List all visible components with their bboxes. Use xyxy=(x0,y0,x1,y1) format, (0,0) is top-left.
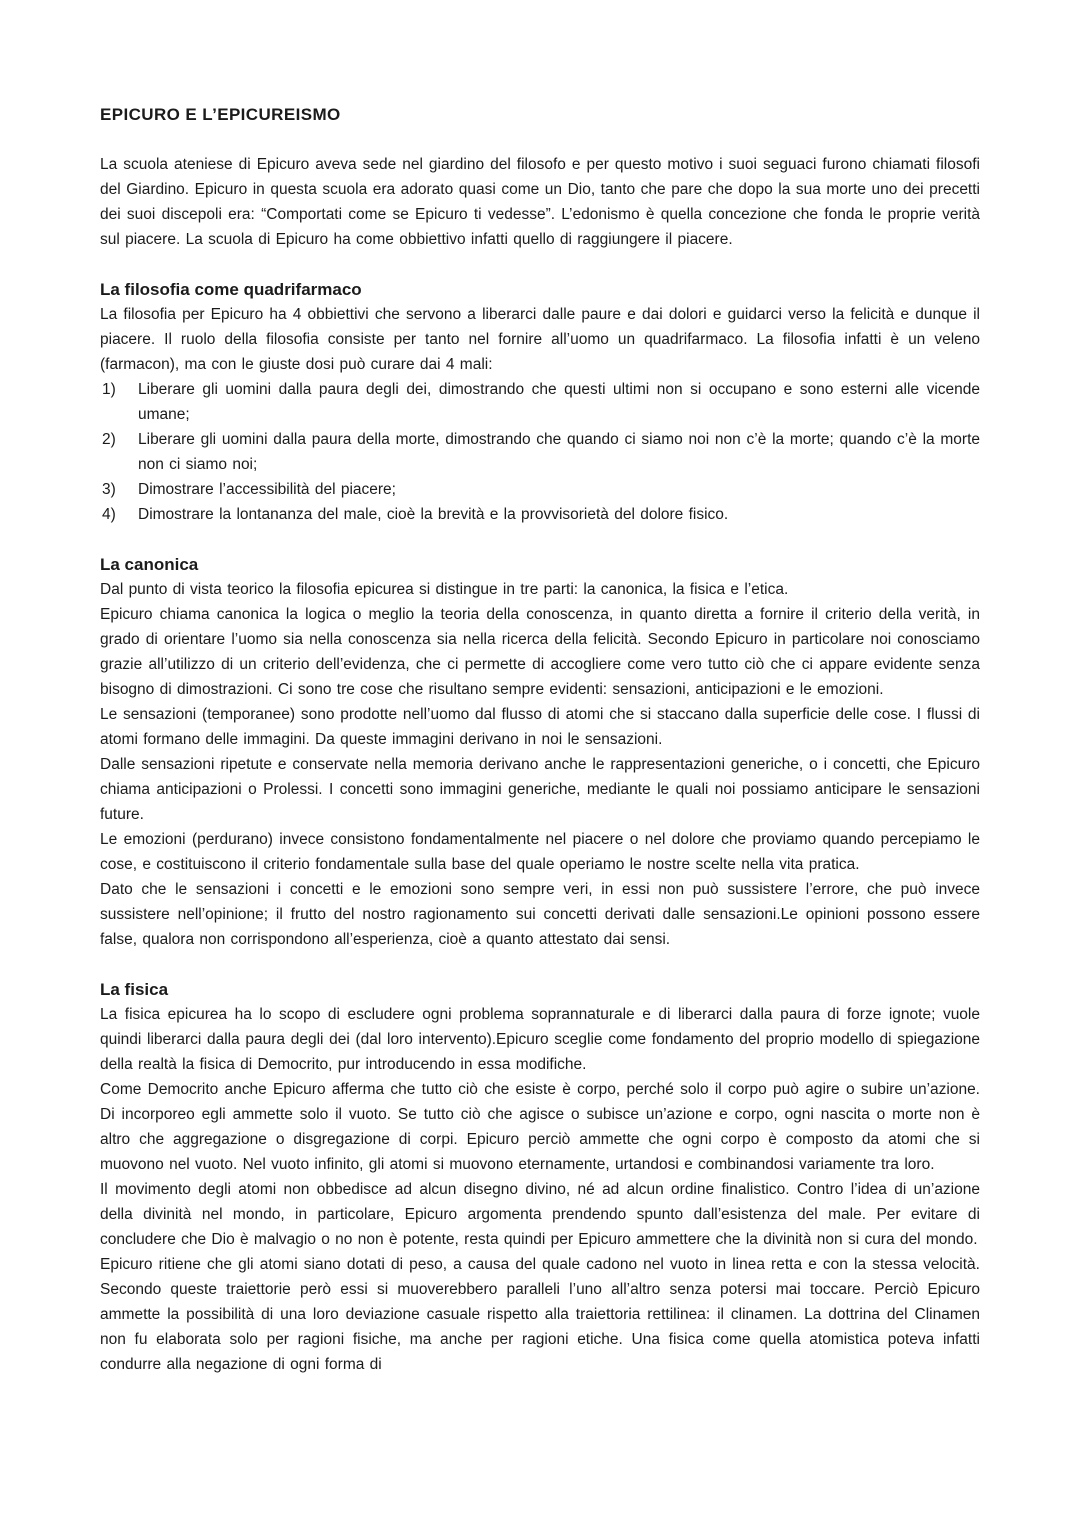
paragraph: Dal punto di vista teorico la filosofia epicurea si distingue in tre parti: la canonica, la fisica e l’etica. xyxy=(100,581,789,598)
quadrifarmaco-list xyxy=(100,377,980,527)
paragraph: Come Democrito anche Epicuro afferma che tutto ciò che esiste è corpo, perché solo il corpo può agire o subire un’azione. Di incorporeo egli ammette solo il vuoto. Se tutto ciò che agisce o subisce un’azione e corpo, ogni nascita o morte non è altro che aggregazione o disgregazione di corpi. Epicuro perciò ammette che ogni corpo è composto da atomi che si muovono nel vuoto. Nel vuoto infinito, gli atomi si muovono eternamente, urtandosi e combinandosi variamente tra loro. xyxy=(100,1081,980,1173)
paragraph: La fisica epicurea ha lo scopo di escludere ogni problema soprannaturale e di liberarci dalla paura di forze ignote; vuole quindi liberarci dalla paura degli dei (dal loro intervento).Epicuro sceglie come fondamento del proprio modello di spiegazione della realtà la fisica di Democrito, pur introducendo in essa modifiche. xyxy=(100,1006,980,1073)
list-item: Dimostrare l’accessibilità del piacere; xyxy=(138,481,396,498)
paragraph: La filosofia per Epicuro ha 4 obbiettivi che servono a liberarci dalle paure e dai dolori e guidarci verso la felicità e dunque il piacere. Il ruolo della filosofia consiste per tanto nel fornire all’uomo un quadrifarmaco. La filosofia infatti è un veleno (farmacon), ma con le giuste dosi può curare dai 4 mali: xyxy=(100,306,980,373)
section-quadrifarmaco xyxy=(100,277,980,527)
section-canonica xyxy=(100,552,980,952)
paragraph: Le emozioni (perdurano) invece consistono fondamentalmente nel piacere o nel dolore che proviamo quando percepiamo le cose, e costituiscono il criterio fondamentale sulla base del quale operiamo le nostre scelte nella vita pratica. xyxy=(100,831,980,873)
section-heading-quadrifarmaco: La filosofia come quadrifarmaco xyxy=(100,280,362,299)
document-title: EPICURO E L’EPICUREISMO xyxy=(100,105,341,124)
paragraph: Dato che le sensazioni i concetti e le emozioni sono sempre veri, in essi non può sussistere l’errore, che può invece sussistere nell’opinione; il frutto del nostro ragionamento sui concetti derivati dalle sensazioni.Le opinioni possono essere false, qualora non corrispondono all’esperienza, cioè a quanto attestato dai sensi. xyxy=(100,881,980,948)
paragraph: Epicuro ritiene che gli atomi siano dotati di peso, a causa del quale cadono nel vuoto in linea retta e con la stessa velocità. Secondo queste traiettorie però essi si muoverebbero paralleli l’uno all’altro senza potersi mai toccare. Perciò Epicuro ammette la possibilità di una loro deviazione casuale rispetto alla traiettoria rettilinea: il clinamen. La dottrina del Clinamen non fu elaborata solo per ragioni fisiche, ma anche per ragioni etiche. Una fisica come quella atomistica poteva infatti condurre alla negazione di ogni forma di xyxy=(100,1256,980,1373)
list-item: Dimostrare la lontananza del male, cioè la brevità e la provvisorietà del dolore fisico. xyxy=(138,506,729,523)
section-fisica xyxy=(100,977,980,1377)
section-heading-canonica: La canonica xyxy=(100,555,199,574)
intro-paragraph: La scuola ateniese di Epicuro aveva sede nel giardino del filosofo e per questo motivo i suoi seguaci furono chiamati filosofi del Giardino. Epicuro in questa scuola era adorato quasi come un Dio, tanto che pare che dopo la sua morte uno dei precetti dei suoi discepoli era: “Comportati come se Epicuro ti vedesse”. L’edonismo è quella concezione che fonda le proprie verità sul piacere. La scuola di Epicuro ha come obbiettivo infatti quello di raggiungere il piacere. xyxy=(100,156,980,248)
paragraph: Le sensazioni (temporanee) sono prodotte nell’uomo dal flusso di atomi che si staccano dalla superficie delle cose. I flussi di atomi formano delle immagini. Da queste immagini derivano in noi le sensazioni. xyxy=(100,706,980,748)
section-heading-fisica: La fisica xyxy=(100,980,169,999)
paragraph: Il movimento degli atomi non obbedisce ad alcun disegno divino, né ad alcun ordine finalistico. Contro l’idea di un’azione della divinità nel mondo, in particolare, Epicuro argomenta prendendo spunto dall’esistenza del male. Per evitare di concludere che Dio è malvagio o no non è potente, resta quindi per Epicuro ammettere che la divinità non si cura del mondo. xyxy=(100,1181,980,1248)
paragraph: Epicuro chiama canonica la logica o meglio la teoria della conoscenza, in quanto diretta a fornire il criterio della verità, in grado di orientare l’uomo sia nella conoscenza sia nella ricerca della felicità. Secondo Epicuro in particolare noi conosciamo grazie all’utilizzo di un criterio dell’evidenza, che ci permette di accogliere come vero tutto ciò che ci appare evidente senza bisogno di dimostrazioni. Ci sono tre cose che risultano sempre evidenti: sensazioni, anticipazioni e le emozioni. xyxy=(100,606,980,698)
list-item: Liberare gli uomini dalla paura della morte, dimostrando che quando ci siamo noi non c’è la morte; quando c’è la morte non ci siamo noi; xyxy=(138,431,980,473)
list-item: Liberare gli uomini dalla paura degli dei, dimostrando che questi ultimi non si occupano e sono esterni alle vicende umane; xyxy=(138,381,980,423)
paragraph: Dalle sensazioni ripetute e conservate nella memoria derivano anche le rappresentazioni generiche, o i concetti, che Epicuro chiama anticipazioni o Prolessi. I concetti sono immagini generiche, mediante le quali noi possiamo anticipare le sensazioni future. xyxy=(100,756,980,823)
